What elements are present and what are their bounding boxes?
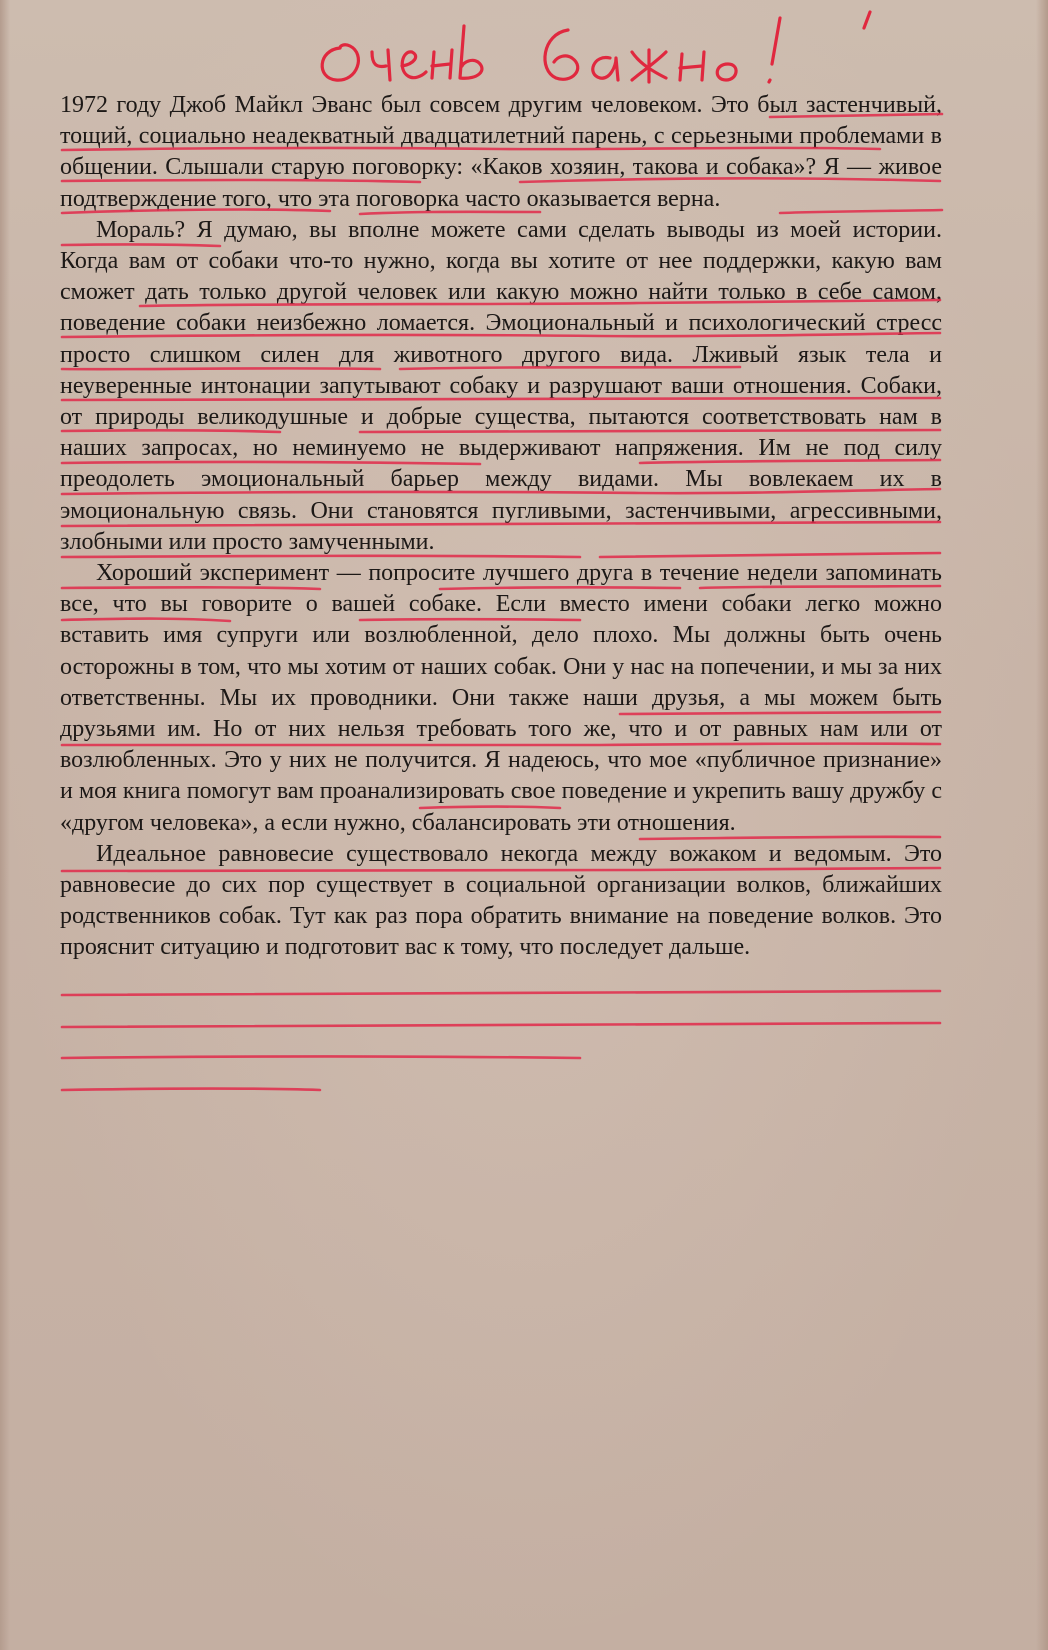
paragraph-1: 1972 году Джоб Майкл Эванс был совсем другим человеком. Это был застенчивый, тощий, социально неадекватный двадцатилетний парень, с серьезными проблемами в общении. Слышали старую поговорку: «Каков хозяин, такова и собака»? Я — живое подтверждение того, что эта поговорка часто оказывается верна. — [60, 92, 942, 212]
paragraph-4: Идеальное равновесие существовало некогда между вожаком и ведомым. Это равновесие до сих пор существует в социальной организации волков, ближайших родственников собак. Тут как раз пора обратить внимание на поведение волков. Это прояснит ситуацию и подготовит вас к тому, что последует дальше. — [60, 840, 942, 961]
paragraph-3: Хороший эксперимент — попросите лучшего друга в течение недели запоминать все, что вы говорите о вашей собаке. Если вместо имени собаки легко можно вставить имя супруги или возлюбленной, дело плохо. Мы должны быть очень осторожны в том, что мы хотим от наших собак. Они у нас на попечении, и мы за них ответственны. Мы их проводники. Они также наши друзья, а мы можем быть друзьями им. Но от них нельзя требовать того же, что и от равных нам или от возлюбленных. Это у них не получится. Я надеюсь, что мое «публичное признание» и моя книга помогут вам проанализировать свое поведение и укрепить вашу дружбу с «другом человека», а если нужно, сбалансировать эти отношения. — [60, 560, 942, 836]
paragraph-2: Мораль? Я думаю, вы вполне можете сами сделать выводы из моей истории. Когда вам от собаки что-то нужно, когда вы хотите от нее поддержки, какую вам сможет дать только другой человек или какую можно найти только в себе самом, поведение собаки неизбежно ломается. Эмоциональный и психологический стресс просто слишком силен для животного другого вида. Лживый язык тела и неуверенные интонации запутывают собаку и разрушают ваши отношения. Собаки, от природы великодушные и добрые существа, пытаются соответствовать нам в наших запросах, но неминуемо не выдерживают напряжения. Им не под силу преодолеть эмоциональный барьер между видами. Мы вовлекаем их в эмоциональную связь. Они становятся пугливыми, застенчивыми, агрессивными, злобными или просто замученными. — [60, 216, 942, 555]
page-edge-shadow-right — [1036, 0, 1048, 1650]
underline-mark — [62, 1057, 580, 1059]
handwritten-note-image — [310, 8, 950, 98]
underline-mark — [62, 1089, 320, 1091]
underline-mark — [62, 991, 940, 995]
underline-mark — [62, 1023, 940, 1027]
book-text — [60, 90, 942, 964]
page-edge-shadow-left — [0, 0, 10, 1650]
